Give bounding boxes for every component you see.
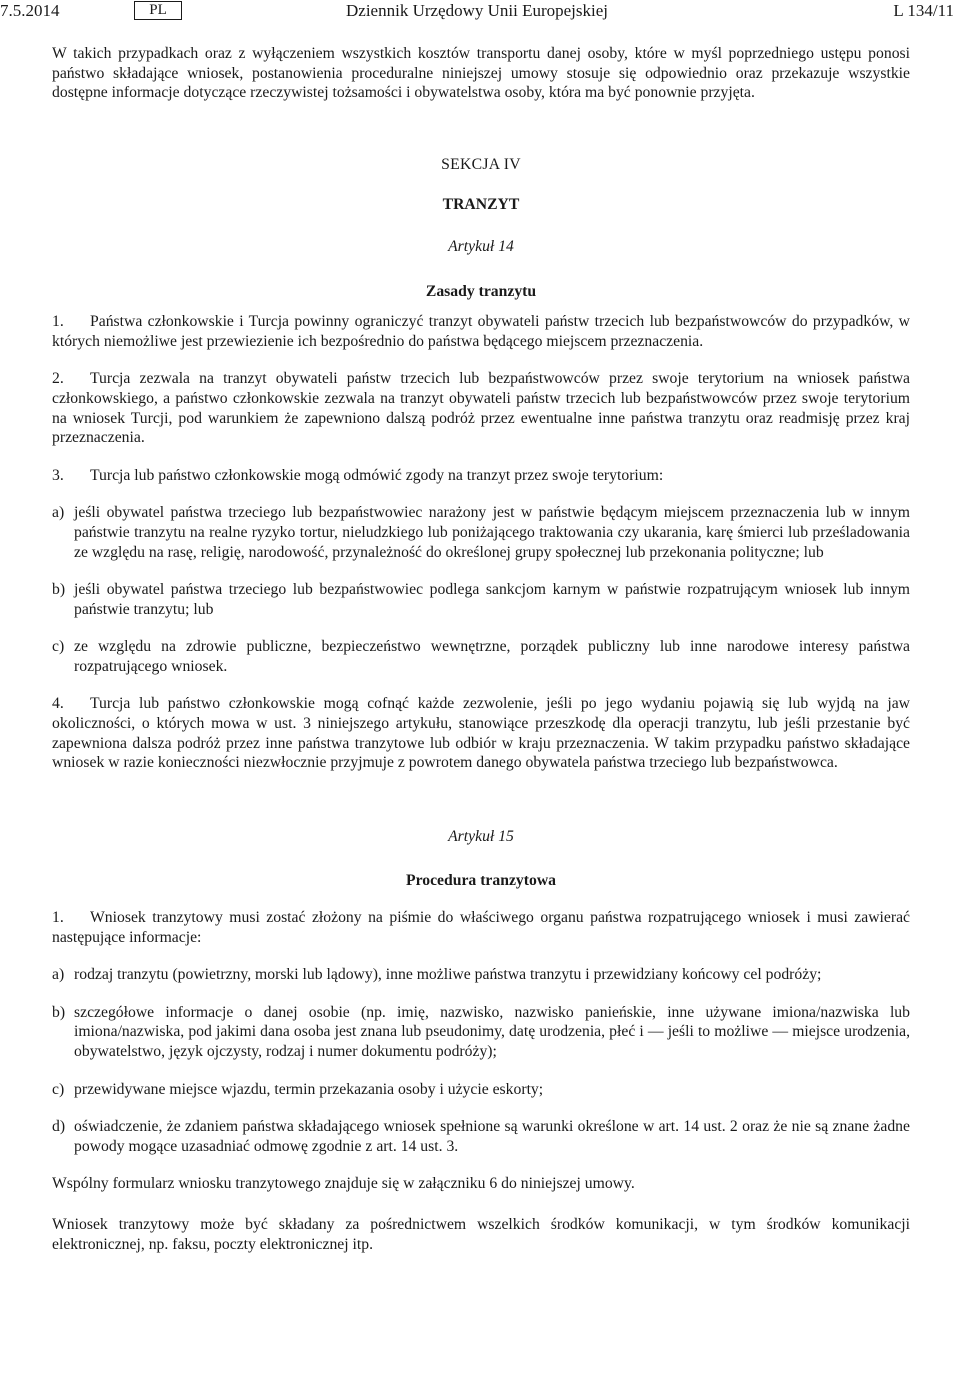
article-14-title: Zasady tranzytu bbox=[425, 282, 537, 300]
intro-paragraph: W takich przypadkach oraz z wyłączeniem wszystkich kosztów transportu danej osoby, które w myśl poprzedniego ustępu ponosi państwo składające wniosek, postanowienia proceduralne niniejszej umowy stosuje się odpowiednio oraz przekazuje wszystkie dostępne informacje dotyczące rzeczywistej tożsamości i obywatelstwa osoby, która ma być ponownie przyjęta. bbox=[52, 45, 910, 102]
closing-paragraph: Wniosek tranzytowy może być składany za pośrednictwem wszelkich środków komunikacji, w tym środków komunikacji elektronicznej, np. faksu, poczty elektronicznej itp. bbox=[52, 1215, 910, 1253]
art15-item-b bbox=[52, 1003, 910, 1062]
item-label: b) bbox=[52, 581, 66, 599]
art14-paragraph-3 bbox=[52, 466, 910, 486]
art14-p1-text: Państwa członkowskie i Turcja powinny ograniczyć tranzyt obywateli państw trzecich lub bezpaństwowców do przypadków, w których niemożliwe jest przewiezienie ich bezpośrednio do państwa będącego miejscem przeznaczenia. bbox=[52, 313, 910, 350]
art14-item-c bbox=[52, 637, 910, 676]
article-15-title: Procedura tranzytowa bbox=[405, 872, 556, 890]
art14-p2-text: Turcja zezwala na tranzyt obywateli państw trzecich lub bezpaństwowców przez swoje terytorium na wniosek państwa członkowskiego, a państwo członkowskie zezwala na tranzyt obywateli państw trzecich lub bezpaństwowców przez swoje terytorium na wniosek Turcji, pod warunkiem że zapewniono dalszą podróż przez ewentualne inne państwa tranzytu oraz readmisję przez kraj przeznaczenia. bbox=[52, 370, 910, 447]
art14-p3-number: 3. bbox=[52, 466, 64, 484]
document-body bbox=[52, 44, 910, 1254]
art14-paragraph-4 bbox=[52, 694, 910, 772]
article-15-label: Artykuł 15 bbox=[448, 827, 514, 845]
item-text: jeśli obywatel państwa trzeciego lub bezpaństwowiec podlega sankcjom karnym w państwie rozpatrującym wniosek lub innym państwie tranzytu; lub bbox=[74, 581, 910, 618]
language-badge: PL bbox=[134, 1, 182, 20]
form-note-paragraph: Wspólny formularz wniosku tranzytowego znajduje się w załączniku 6 do niniejszej umowy. bbox=[52, 1175, 635, 1193]
item-text: przewidywane miejsce wjazdu, termin przekazania osoby i użycie eskorty; bbox=[74, 1080, 544, 1098]
item-label: d) bbox=[52, 1118, 66, 1136]
publication-date: 7.5.2014 bbox=[0, 1, 60, 20]
art14-paragraph-2 bbox=[52, 369, 910, 447]
page-header bbox=[0, 0, 960, 24]
item-text: oświadczenie, że zdaniem państwa składającego wniosek spełnione są warunki określone w art. 14 ust. 2 oraz że nie są znane żadne powody mogące uzasadniać odmowę zgodnie z art. 14 ust. 3. bbox=[74, 1118, 910, 1155]
art14-p2-number: 2. bbox=[52, 370, 64, 388]
art14-p4-text: Turcja lub państwo członkowskie mogą cofnąć każde zezwolenie, jeśli po jego wydaniu pojawią się lub wyjdą na jaw okoliczności, o których mowa w ust. 3 niniejszego artykułu, stanowiące przeszkodę dla operacji tranzytu, lub jeśli przestanie być zapewniona dalsza podróż przez inne państwa tranzytowe lub odbiór w kraju przeznaczenia. W takim przypadku państwo składające wniosek w razie konieczności niezwłocznie przyjmuje z powrotem danego obywatela państwa trzeciego lub bezpaństwowca. bbox=[52, 695, 910, 772]
art15-item-c bbox=[52, 1080, 910, 1100]
item-label: a) bbox=[52, 504, 65, 522]
art15-item-d bbox=[52, 1117, 910, 1156]
section-label: SEKCJA IV bbox=[441, 155, 521, 173]
art15-paragraph-1 bbox=[52, 908, 910, 947]
art15-p1-text: Wniosek tranzytowy musi zostać złożony na piśmie do właściwego organu państwa rozpatrującego wniosek i musi zawierać następujące informacje: bbox=[52, 909, 910, 946]
item-label: c) bbox=[52, 1080, 65, 1098]
item-text: szczegółowe informacje o danej osobie (np. imię, nazwisko, nazwisko panieńskie, inne używane imiona/nazwiska lub imiona/nazwiska, pod jakimi dana osoba jest znana lub pseudonimy, datę urodzenia, płeć i — jeśli to możliwe — miejsce urodzenia, obywatelstwo, język ojczysty, rodzaj i numer dokumentu podróży); bbox=[74, 1003, 910, 1060]
art14-p4-number: 4. bbox=[52, 695, 64, 713]
section-title: TRANZYT bbox=[442, 196, 520, 214]
item-text: rodzaj tranzytu (powietrzny, morski lub lądowy), inne możliwe państwa tranzytu i przewidziany końcowy cel podróży; bbox=[74, 966, 822, 984]
art14-item-b bbox=[52, 580, 910, 619]
item-text: ze względu na zdrowie publiczne, bezpieczeństwo wewnętrzne, porządek publiczny lub inne narodowe interesy państwa rozpatrującego wniosek. bbox=[74, 638, 910, 675]
item-text: jeśli obywatel państwa trzeciego lub bezpaństwowiec narażony jest w państwie będącym miejscem przeznaczenia lub w innym państwie tranzytu na realne ryzyko tortur, nieludzkiego lub poniżającego traktowania czy ukarania, karę śmierci lub prześladowania ze względu na rasę, religię, narodowość, przynależność do określonej grupy społecznej lub przekonania polityczne; lub bbox=[74, 504, 910, 561]
item-label: b) bbox=[52, 1003, 66, 1021]
item-label: a) bbox=[52, 966, 65, 984]
art15-p1-number: 1. bbox=[52, 909, 64, 927]
art14-p1-number: 1. bbox=[52, 313, 64, 331]
item-label: c) bbox=[52, 638, 65, 656]
art14-item-a bbox=[52, 503, 910, 562]
art14-paragraph-1 bbox=[52, 312, 910, 351]
art15-item-a bbox=[52, 965, 910, 985]
page-reference: L 134/11 bbox=[893, 1, 954, 20]
journal-title: Dziennik Urzędowy Unii Europejskiej bbox=[346, 1, 609, 20]
article-14-label: Artykuł 14 bbox=[448, 237, 514, 255]
art14-p3-text: Turcja lub państwo członkowskie mogą odmówić zgody na tranzyt przez swoje terytorium: bbox=[90, 466, 664, 484]
